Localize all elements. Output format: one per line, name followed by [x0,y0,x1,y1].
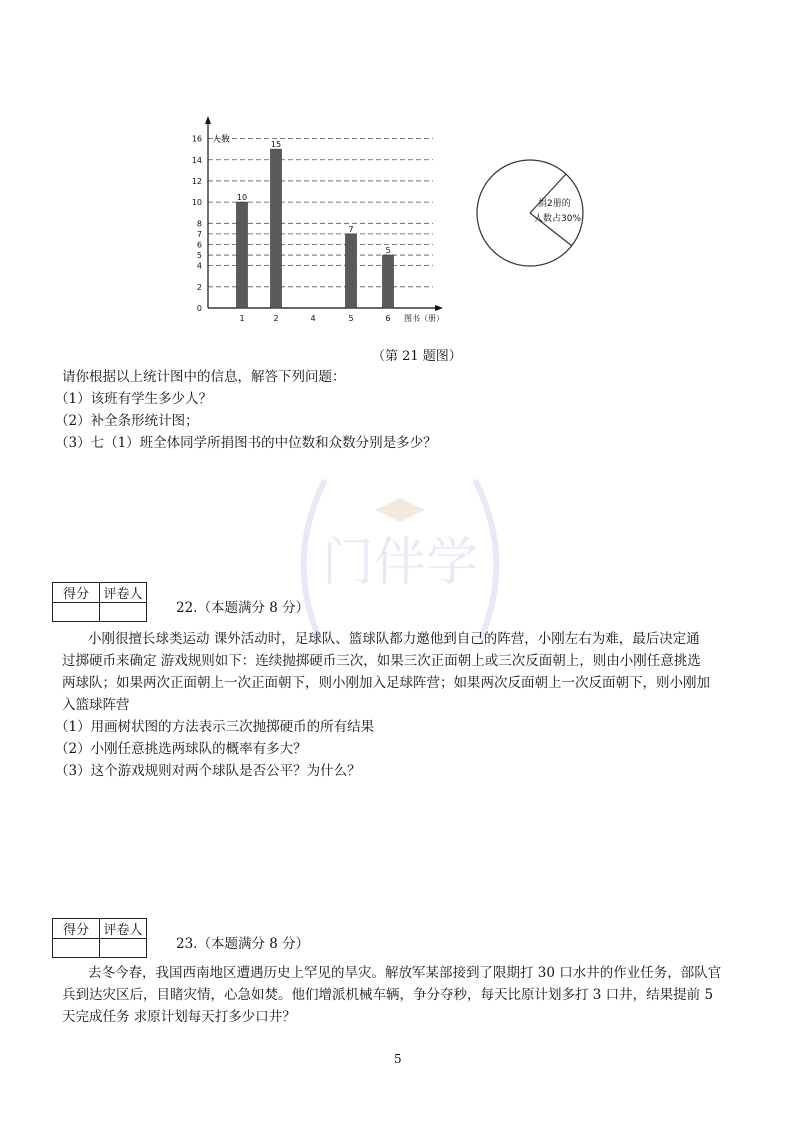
y-axis-label: 人数 [212,135,231,145]
score-label: 得分 [53,583,100,603]
y-tick-label: 2 [196,282,202,292]
bar [383,255,394,308]
q23-title: 23.（本题满分 8 分） [176,936,310,952]
q21-intro: 请你根据以上统计图中的信息，解答下列问题： [62,369,346,385]
y-tick-label: 5 [196,251,202,261]
x-tick-label: 6 [385,314,391,323]
q21-item-1: （1）该班有学生多少人？ [55,391,213,407]
y-tick-label: 14 [191,155,202,165]
q22-body-line-1: 小刚很擅长球类运动 课外活动时，足球队、篮球队都力邀他到自己的阵营，小刚左右为难，最后决定通 [88,631,700,647]
bar-data-label: 15 [270,140,282,150]
x-tick-label: 1 [239,314,245,323]
y-tick-label: 0 [196,304,202,313]
q22-score-table [52,582,147,622]
y-tick-label: 8 [196,219,202,229]
x-axis-label: 图书（册） [404,314,444,323]
q22-item-1: （1）用画树状图的方法表示三次抛掷硬币的所有结果 [55,719,375,735]
q23-score-table [52,918,147,958]
grader-label: 评卷人 [100,583,147,603]
x-tick-label: 4 [310,314,316,323]
y-tick-label: 12 [191,176,202,186]
q23-body-line-1: 去冬今春，我国西南地区遭遇历史上罕见的旱灾。解放军某部接到了限期打 30 口水井的作业任务，部队官 [88,965,722,981]
pie-label-line2: 人数占30% [534,214,582,224]
x-axis-arrow [435,305,443,311]
bar-chart [180,110,450,330]
bar-data-label: 7 [348,224,354,234]
pie-label-line1: 捐2册的 [538,199,571,209]
q22-item-3: （3）这个游戏规则对两个球队是否公平？为什么？ [55,763,361,779]
q22-body-line-3: 两球队；如果两次正面朝上一次正面朝下，则小刚加入足球阵营；如果两次反面朝上一次反面朝下，则小刚加 [62,675,710,691]
x-tick-label: 2 [273,314,279,323]
y-tick-label: 6 [196,240,202,250]
y-axis-arrow [205,116,211,124]
y-tick-label: 10 [191,198,202,208]
q21-item-3: （3）七（1）班全体同学所捐图书的中位数和众数分别是多少？ [55,435,437,451]
score-label: 得分 [53,919,100,939]
q22-body-line-2: 过掷硬币来确定 游戏规则如下：连续抛掷硬币三次，如果三次正面朝上或三次反面朝上，则由小刚任意挑选 [62,653,701,669]
q22-body-line-4: 入篮球阵营 [62,697,130,713]
watermark-text: 门伴学 [321,533,479,593]
y-tick-label: 7 [196,229,202,239]
q21-item-2: （2）补全条形统计图； [55,413,199,429]
pie-chart [466,155,596,275]
bar [237,202,248,308]
bar [346,234,357,308]
y-tick-label: 4 [196,261,202,271]
q22-item-2: （2）小刚任意挑选两球队的概率有多大？ [55,741,307,757]
page-number: 5 [394,1052,402,1066]
figure-caption: （第 21 题图） [372,349,462,364]
q23-body-line-2: 兵到达灾区后，目睹灾情，心急如焚。他们增派机械车辆，争分夺秒，每天比原计划多打 3 口井，结果提前 5 [62,987,714,1003]
q22-title: 22.（本题满分 8 分） [176,600,310,616]
bar-data-label: 5 [385,246,391,256]
grader-label: 评卷人 [100,919,147,939]
grader-cell[interactable] [100,939,147,958]
bar-data-label: 10 [236,193,248,203]
x-tick-label: 5 [348,314,354,323]
q23-body-line-3: 天完成任务 求原计划每天打多少口井？ [62,1009,296,1025]
y-tick-label: 16 [191,134,202,144]
score-cell[interactable] [53,603,100,622]
bar [271,149,282,308]
grader-cell[interactable] [100,603,147,622]
score-cell[interactable] [53,939,100,958]
